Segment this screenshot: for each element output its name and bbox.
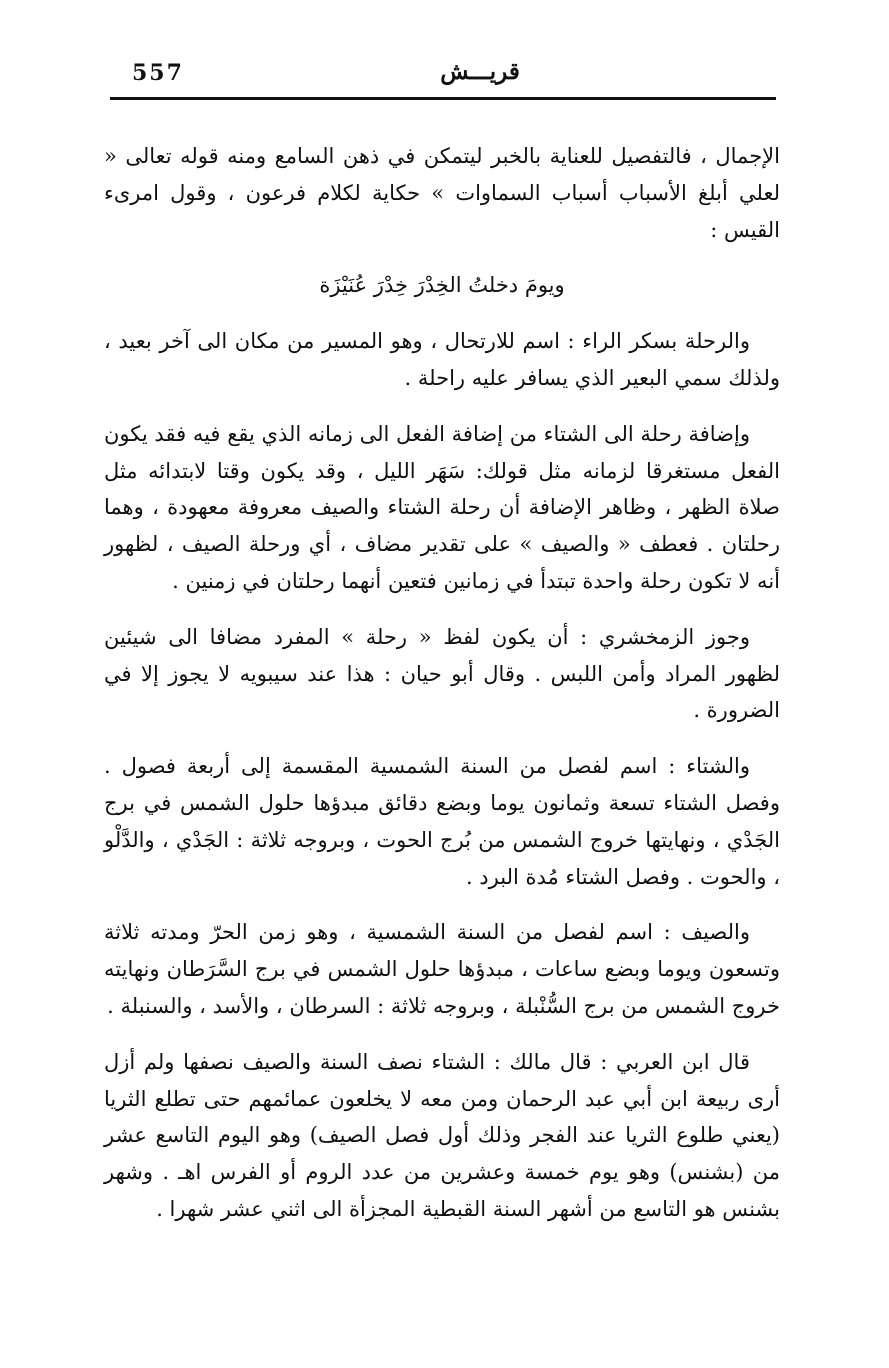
poetry-verse: ويومَ دخلتُ الخِدْرَ خِدْرَ عُنَيْزَة [319,273,565,298]
paragraph-4: وجوز الزمخشري : أن يكون لفظ « رحلة » المفرد مضافا الى شيئين لظهور المراد وأمن اللبس . وقال أبو حيان : هذا عند سيبويه لا يجوز إلا في الضرورة . [104,624,780,723]
paragraph-5: والشتاء : اسم لفصل من السنة الشمسية المقسمة إلى أربعة فصول . وفصل الشتاء تسعة وثمانون يوما وبضع دقائق مبدؤها حلول الشمس في برج الجَدْي ، ونهايتها خروج الشمس من بُرج الحوت ، وبروجه ثلاثة : الجَدْي ، والدَّلْو ، والحوت . وفصل الشتاء مُدة البرد . [104,754,780,889]
running-title: قريـــش [440,58,520,85]
paragraph-1: الإجمال ، فالتفصيل للعناية بالخبر ليتمكن في ذهن السامع ومنه قوله تعالى « لعلي أبلغ الأسباب أسباب السماوات » حكاية لكلام فرعون ، وقول امرىء القيس : [104,144,780,242]
page-header [110,58,776,98]
paragraph-7: قال ابن العربي : قال مالك : الشتاء نصف السنة والصيف نصفها ولم أزل أرى ربيعة ابن أبي عبد الرحمان ومن معه لا يخلعون عمائمهم حتى تطلع الثريا (يعني طلوع الثريا عند الفجر وذلك أول فصل الصيف) وهو اليوم التاسع عشر من (بشنس) وهو يوم خمسة وعشرين من عدد الروم أو الفرس اهـ . وشهر بشنس هو التاسع من أشهر السنة القبطية المجزأة الى اثني عشر شهرا . [104,1049,780,1221]
paragraph-6: والصيف : اسم لفصل من السنة الشمسية ، وهو زمن الحرّ ومدته ثلاثة وتسعون ويوما وبضع ساعات ، مبدؤها حلول الشمس في برج السَّرَطان ونهايته خروج الشمس من برج السُّنْبلة ، وبروجه ثلاثة : السرطان ، والأسد ، والسنبلة . [104,920,780,1018]
header-rule [110,97,776,100]
page-number: 557 [132,60,184,86]
body-text [104,138,780,1247]
paragraph-3: وإضافة رحلة الى الشتاء من إضافة الفعل الى زمانه الذي يقع فيه فقد يكون الفعل مستغرقا لزمانه مثل قولك: سَهَر الليل ، وقد يكون وقتا لابتدائه مثل صلاة الظهر ، وظاهر الإضافة أن رحلة الشتاء والصيف معروفة معهودة ، وهما رحلتان . فعطف « والصيف » على تقدير مضاف ، أي ورحلة الصيف ، لظهور أنه لا تكون رحلة واحدة تبتدأ في زمانين فتعين أنهما رحلتان في زمنين . [104,421,780,593]
paragraph-2: والرحلة بسكر الراء : اسم للارتحال ، وهو المسير من مكان الى آخر بعيد ، ولذلك سمي البعير الذي يسافر عليه راحلة . [104,329,780,390]
